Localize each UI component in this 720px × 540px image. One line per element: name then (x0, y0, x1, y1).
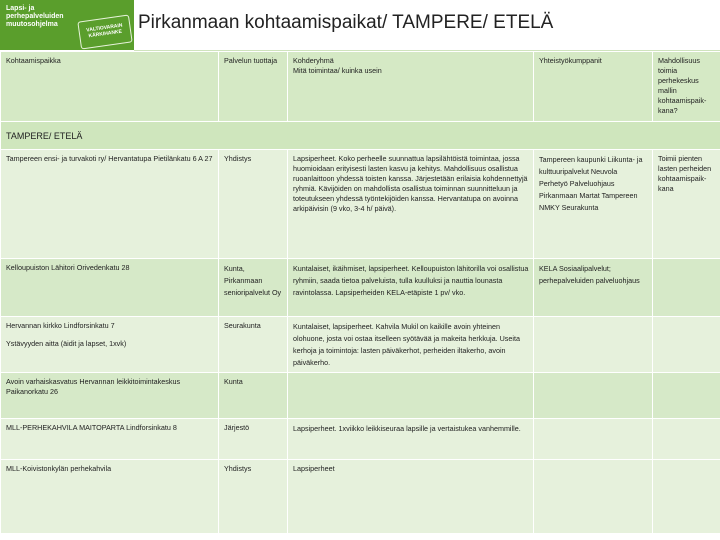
provider-cell: Yhdistys (219, 150, 288, 259)
partners-cell (534, 317, 653, 373)
place-cell: Kelloupuiston Lähitori Orivedenkatu 28 (1, 259, 219, 317)
place-name: Hervannan kirkko Lindforsinkatu 7 (6, 321, 115, 330)
place-cell (1, 317, 219, 373)
header-provider: Palvelun tuottaja (219, 52, 288, 122)
header-place: Kohtaamispaikka (1, 52, 219, 122)
header-target-group-line2: Mitä toimintaa/ kuinka usein (293, 66, 382, 75)
partners-cell (534, 373, 653, 419)
activity-cell: Kuntalaiset, ikäihmiset, lapsiperheet. Kelloupuiston lähitorilla voi osallistua ryhmiin, saada tietoa palveluista, tulla kuulluksi ja nauttia lounasta ravintolassa. Lapsiperheiden KELA-etäpiste 1 pv/ vko. (288, 259, 534, 317)
section-row (1, 122, 720, 150)
activity-cell: Lapsiperheet. 1xviikko leikkiseuraa lapsille ja vertaistukea vanhemmille. (288, 419, 534, 460)
table-row (1, 259, 720, 317)
program-logo (0, 0, 134, 50)
kärkihanke-seal (77, 15, 132, 50)
possibility-cell (653, 259, 720, 317)
provider-cell: Seurakunta (219, 317, 288, 373)
table-row (1, 419, 720, 460)
activity-cell (288, 373, 534, 419)
table-row (1, 373, 720, 419)
possibility-cell (653, 317, 720, 373)
partners-cell (534, 419, 653, 460)
logo-text (6, 5, 86, 29)
activity-cell: Lapsiperheet. Koko perheelle suunnattua lapsilähtöistä toimintaa, jossa huomioidaan erityisesti lasten kasvu ja kehitys. Mahdollisuus osallistua ruoanlaittoon yhdessä toisten kanssa. Järjestetään erilaisia kohdennettyjä ryhmiä. Kävijöiden on mahdollista osallistua toiminnan suunnitteluun ja toteutukseen yhdessä työntekijöiden kanssa. Hervantatupa on avoinna arkipäivisin (9 vko, 3-4 h/ päivä). (288, 150, 534, 259)
header-target-group (288, 52, 534, 122)
partners-cell (534, 460, 653, 534)
logo-line-3: muutosohjelma (6, 21, 58, 28)
meeting-places-table (0, 51, 720, 534)
place-subgroup: Ystävyyden aitta (äidit ja lapset, 1xvk) (6, 339, 127, 348)
logo-line-1: Lapsi- ja (6, 5, 35, 12)
possibility-cell (653, 419, 720, 460)
partners-cell: Tampereen kaupunki Liikunta- ja kulttuuripalvelut Neuvola Perhetyö Palveluohjaus Pirkanmaan Martat Tampereen NMKY Seurakunta (534, 150, 653, 259)
activity-cell: Lapsiperheet (288, 460, 534, 534)
seal-text: VALTIOVARAIN KÄRKIHANKE (85, 22, 123, 40)
header-target-group-line1: Kohderyhmä (293, 56, 334, 65)
possibility-cell: Toimii pienten lasten perheiden kohtaamispaik-kana (653, 150, 720, 259)
partners-cell: KELA Sosiaalipalvelut; perhepalveluiden palveluohjaus (534, 259, 653, 317)
provider-cell: Yhdistys (219, 460, 288, 534)
activity-cell: Kuntalaiset, lapsiperheet. Kahvila Mukil on kaikille avoin yhteinen olohuone, josta voi ostaa itselleen syötävää ja makeita herkkuja. Useita kerhoja ja toimintoja: lasten päiväkerhot, perheiden iltakerho, avoin päiväkerho. (288, 317, 534, 373)
place-cell: Avoin varhaiskasvatus Hervannan leikkitoimintakeskus Paikanorkatu 26 (1, 373, 219, 419)
provider-cell: Järjestö (219, 419, 288, 460)
header-partners: Yhteistyökumppanit (534, 52, 653, 122)
table-header-row (1, 52, 720, 122)
section-title: TAMPERE/ ETELÄ (1, 122, 720, 150)
place-cell: MLL-PERHEKAHVILA MAITOPARTA Lindforsinkatu 8 (1, 419, 219, 460)
table-row (1, 317, 720, 373)
provider-cell: Kunta (219, 373, 288, 419)
provider-cell: Kunta, Pirkanmaan senioripalvelut Oy (219, 259, 288, 317)
page-title: Pirkanmaan kohtaamispaikat/ TAMPERE/ ETELÄ (138, 12, 554, 33)
possibility-cell (653, 460, 720, 534)
table-row (1, 150, 720, 259)
logo-line-2: perhepalveluiden (6, 13, 64, 20)
header (0, 0, 720, 56)
possibility-cell (653, 373, 720, 419)
place-cell: Tampereen ensi- ja turvakoti ry/ Hervantatupa Pietilänkatu 6 A 27 (1, 150, 219, 259)
header-possibility: Mahdollisuus toimia perhekeskus mallin kohtaamispaik-kana? (653, 52, 720, 122)
place-cell: MLL-Koivistonkylän perhekahvila (1, 460, 219, 534)
table-row (1, 460, 720, 534)
